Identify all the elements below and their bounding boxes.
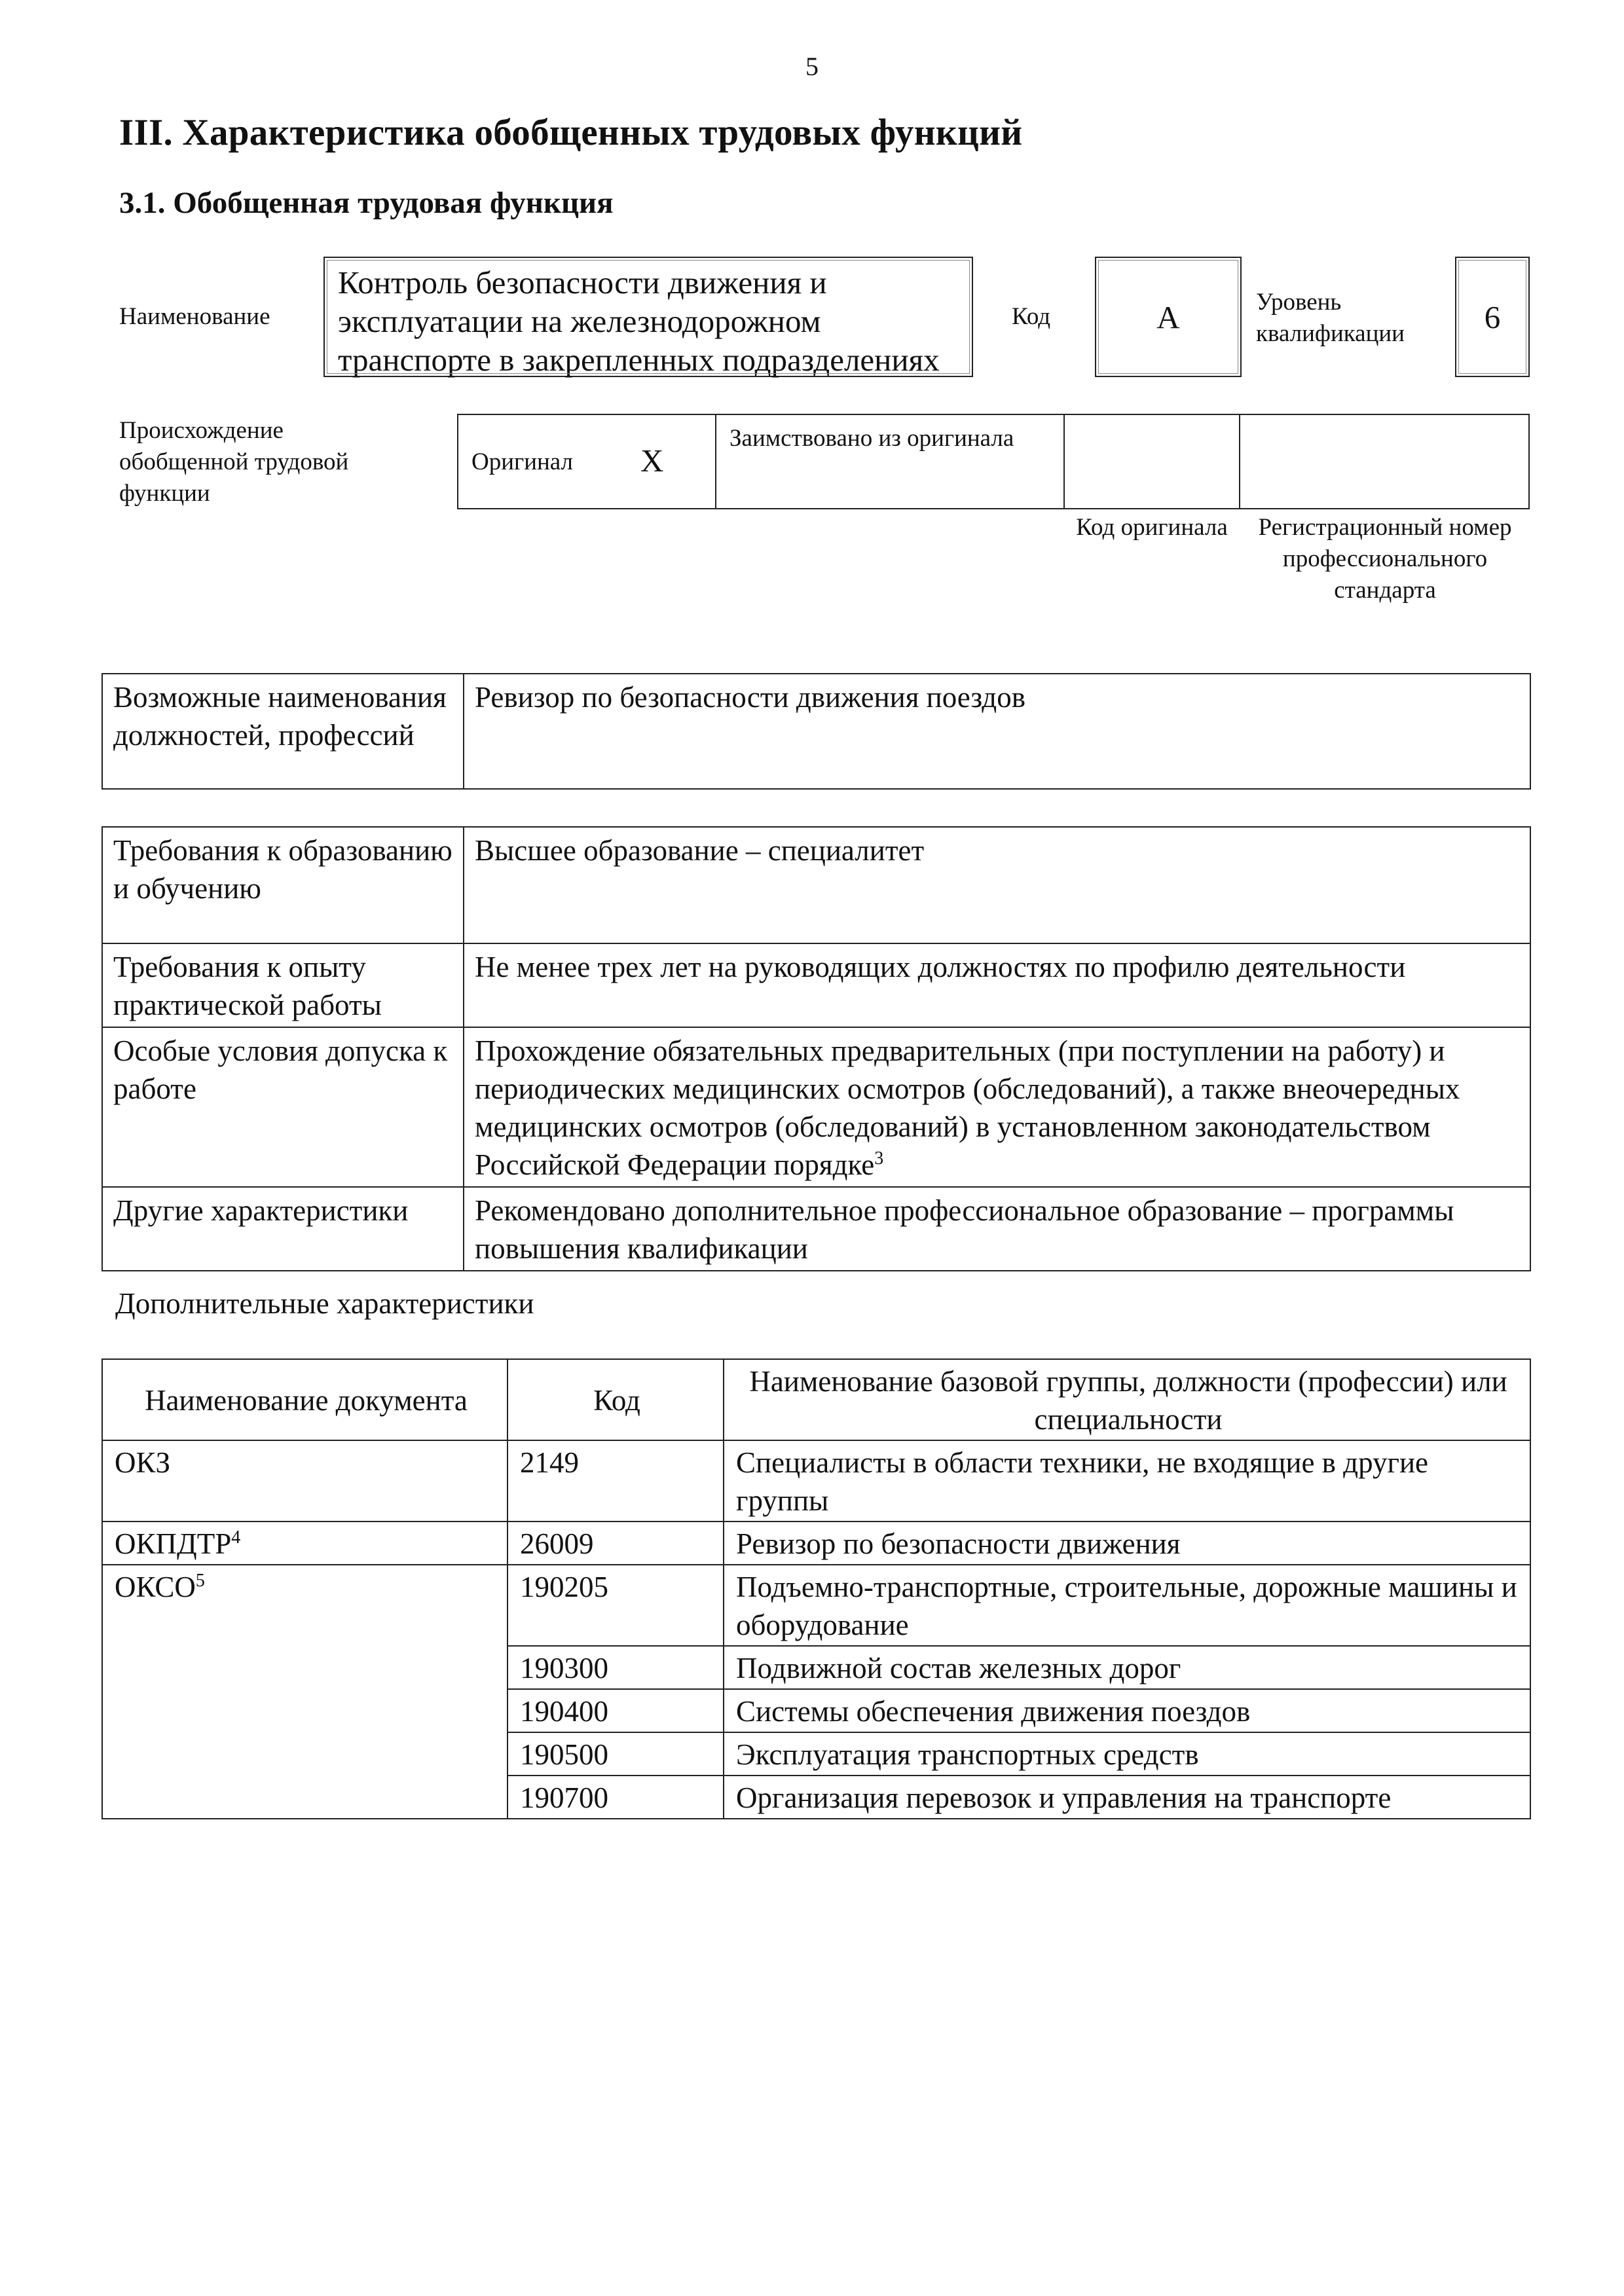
origin-label: Происхождение обобщенной трудовой функции bbox=[119, 417, 349, 507]
table-row bbox=[102, 1646, 1530, 1689]
header-group: Наименование базовой группы, должности (профессии) или специальности bbox=[724, 1359, 1530, 1440]
requirement-label: Требования к образованию и обучению bbox=[102, 827, 464, 943]
table-row bbox=[102, 1689, 1530, 1732]
code-cell: 26009 bbox=[507, 1522, 724, 1565]
level-label: Уровень квалификации bbox=[1256, 289, 1405, 347]
function-name-box bbox=[323, 257, 973, 377]
code-cell: 190500 bbox=[507, 1732, 724, 1776]
group-cell: Системы обеспечения движения поездов bbox=[724, 1689, 1530, 1732]
function-name-value: Контроль безопасности движения и эксплуатации на железнодорожном транспорте в закрепленных подразделениях bbox=[338, 264, 940, 378]
original-label: Оригинал bbox=[471, 448, 574, 475]
requirement-row bbox=[102, 827, 1530, 943]
requirement-value bbox=[464, 1027, 1530, 1187]
group-cell: Организация перевозок и управления на транспорте bbox=[724, 1776, 1530, 1819]
positions-value: Ревизор по безопасности движения поездов bbox=[464, 674, 1530, 789]
table-row bbox=[102, 1732, 1530, 1776]
group-cell: Подвижной состав железных дорог bbox=[724, 1646, 1530, 1689]
requirement-label: Особые условия допуска к работе bbox=[102, 1027, 464, 1187]
code-cell: 190300 bbox=[507, 1646, 724, 1689]
name-label: Наименование bbox=[119, 303, 270, 330]
requirement-label: Требования к опыту практической работы bbox=[102, 943, 464, 1027]
code-original-caption: Код оригинала bbox=[1076, 514, 1228, 541]
table-row bbox=[102, 1522, 1530, 1565]
borrowed-label: Заимствовано из оригинала bbox=[729, 425, 1014, 452]
requirements-table bbox=[101, 826, 1531, 1271]
requirement-row bbox=[102, 1187, 1530, 1271]
group-cell: Специалисты в области техники, не входящие в другие группы bbox=[724, 1440, 1530, 1522]
code-cell: 2149 bbox=[507, 1440, 724, 1522]
footnote-ref: 3 bbox=[874, 1148, 884, 1169]
footnote-ref: 4 bbox=[231, 1527, 241, 1548]
code-cell: 190700 bbox=[507, 1776, 724, 1819]
code-label: Код bbox=[1012, 303, 1051, 330]
table-row bbox=[102, 1565, 1530, 1646]
doc-cell bbox=[102, 1732, 507, 1776]
group-cell: Ревизор по безопасности движения bbox=[724, 1522, 1530, 1565]
additional-title: Дополнительные характеристики bbox=[115, 1287, 534, 1320]
code-cell: 190400 bbox=[507, 1689, 724, 1732]
footnote-ref: 5 bbox=[195, 1571, 205, 1591]
header-doc: Наименование документа bbox=[102, 1359, 507, 1440]
code-cell: 190205 bbox=[507, 1565, 724, 1646]
table-row bbox=[102, 1440, 1530, 1522]
doc-cell bbox=[102, 1565, 507, 1646]
reg-number-caption: Регистрационный номер профессионального стандарта bbox=[1258, 514, 1512, 604]
doc-cell bbox=[102, 1522, 507, 1565]
doc-name: ОКПДТР bbox=[115, 1527, 232, 1560]
page-number: 5 bbox=[805, 52, 819, 81]
positions-label: Возможные наименования должностей, профессий bbox=[102, 674, 464, 789]
requirement-row bbox=[102, 1027, 1530, 1187]
doc-name: ОКЗ bbox=[115, 1446, 171, 1479]
requirement-value: Не менее трех лет на руководящих должностях по профилю деятельности bbox=[464, 943, 1530, 1027]
origin-original-cell bbox=[457, 414, 716, 509]
requirement-label: Другие характеристики bbox=[102, 1187, 464, 1271]
table-row bbox=[102, 1776, 1530, 1819]
level-value-box bbox=[1455, 257, 1530, 377]
doc-name: ОКСО bbox=[115, 1571, 196, 1603]
code-value-box bbox=[1095, 257, 1242, 377]
requirement-value: Рекомендовано дополнительное профессиональное образование – программы повышения квалификации bbox=[464, 1187, 1530, 1271]
additional-table bbox=[101, 1358, 1531, 1819]
requirement-value-text: Прохождение обязательных предварительных (при поступлении на работу) и периодических медицинских осмотров (обследований), а также внеочередных медицинских осмотров (обследований) в установленном законодательством Российской Федерации порядке bbox=[475, 1034, 1460, 1181]
level-value: 6 bbox=[1484, 299, 1501, 335]
origin-code-cell bbox=[1063, 414, 1240, 509]
doc-cell bbox=[102, 1440, 507, 1522]
doc-cell bbox=[102, 1646, 507, 1689]
group-cell: Эксплуатация транспортных средств bbox=[724, 1732, 1530, 1776]
doc-cell bbox=[102, 1689, 507, 1732]
table-header-row bbox=[102, 1359, 1530, 1440]
code-value: А bbox=[1156, 299, 1180, 335]
origin-reg-cell bbox=[1239, 414, 1530, 509]
doc-cell bbox=[102, 1776, 507, 1819]
requirement-row bbox=[102, 943, 1530, 1027]
subsection-title: 3.1. Обобщенная трудовая функция bbox=[119, 186, 614, 220]
positions-table bbox=[101, 673, 1531, 790]
original-mark: X bbox=[640, 443, 664, 479]
header-code: Код bbox=[507, 1359, 724, 1440]
section-title: III. Характеристика обобщенных трудовых функций bbox=[119, 112, 1023, 153]
group-cell: Подъемно-транспортные, строительные, дорожные машины и оборудование bbox=[724, 1565, 1530, 1646]
requirement-value: Высшее образование – специалитет bbox=[464, 827, 1530, 943]
origin-borrowed-cell bbox=[715, 414, 1065, 509]
